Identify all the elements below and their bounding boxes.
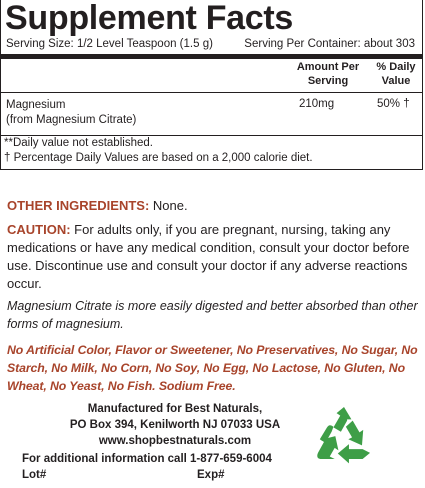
other-ingredients-label: OTHER INGREDIENTS: [7,198,150,213]
lot-number-label: Lot# [22,469,47,481]
nutrient-row [6,98,136,128]
nutrient-name: Magnesium [6,99,66,111]
footnote-daily-value: **Daily value not established. [4,137,153,149]
header-divider [1,92,422,93]
nutrient-daily-value: 50% † [377,98,410,110]
supplement-facts-panel [0,0,423,170]
nutrient-source: (from Magnesium Citrate) [6,114,137,126]
manufacturer-name: Manufactured for Best Naturals, [87,403,263,415]
column-header-dv-line1: % Daily [376,61,416,73]
serving-size: Serving Size: 1/2 Level Teaspoon (1.5 g) [6,38,213,50]
absorption-note: Magnesium Citrate is more easily digested and better absorbed than other forms of magnesium. [7,299,418,331]
other-ingredients [7,197,419,215]
column-header-amount-line2: Serving [307,75,349,87]
nutrient-divider [1,135,422,136]
column-header-amount-line1: Amount Per [296,61,360,73]
recycle-icon [312,402,376,464]
other-ingredients-value: None. [149,198,188,213]
column-header-daily-value [368,60,424,88]
manufacturer-info [40,401,310,449]
caution-label: CAUTION: [7,222,71,237]
nutrient-amount: 210mg [299,98,335,110]
expiration-label: Exp# [197,469,225,481]
contact-phone: For additional information call 1-877-659-6004 [22,453,272,465]
thick-divider [1,54,422,59]
footnote-percentage: † Percentage Daily Values are based on a 2,000 calorie diet. [4,152,313,164]
caution-text: For adults only, if you are pregnant, nursing, taking any medications or have any medical condition, consult your doctor before use. Discontinue use and consult your doctor if any adverse reactions occur. [7,222,410,291]
caution-block [7,221,419,293]
free-from-claims: No Artificial Color, Flavor or Sweetener, No Preservatives, No Sugar, No Starch, No Milk, No Corn, No Soy, No Egg, No Lactose, No Gluten, No Wheat, No Yeast, No Fish. Sodium Free. [7,343,418,393]
facts-title: Supplement Facts [5,0,294,37]
column-header-dv-line2: Value [381,75,411,87]
manufacturer-address: PO Box 394, Kenilworth NJ 07033 USA [69,419,281,431]
manufacturer-website: www.shopbestnaturals.com [98,435,252,447]
column-header-amount [288,60,368,88]
servings-per-container: Serving Per Container: about 303 [244,38,415,50]
